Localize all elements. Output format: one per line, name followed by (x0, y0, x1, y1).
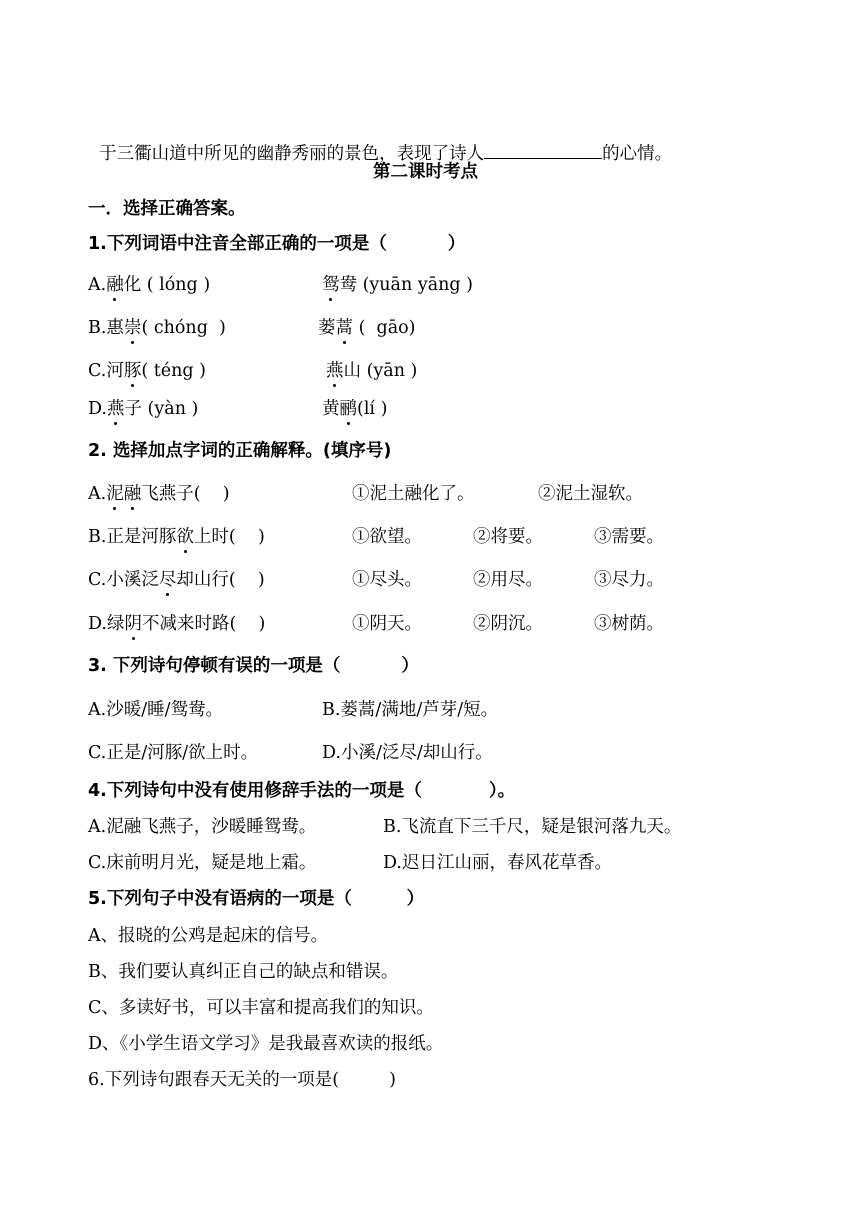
intro-line (88, 120, 672, 165)
q1-option-d-word2: 黄鹂(lí ) (322, 399, 388, 419)
q2-a-choice-1: ①泥土融化了。 (352, 484, 475, 504)
q4-option-c: C.床前明月光，疑是地上霜。 (88, 853, 317, 873)
q1-option-b: B.惠崇( chóng ) (88, 318, 226, 338)
intro-text: 于三衢山道中所见的幽静秀丽的景色，表现了诗人 (99, 144, 485, 164)
q2-a-choice-2: ②泥土湿软。 (538, 484, 643, 504)
q1-option-c-word2: 燕山 (yān ) (326, 361, 418, 381)
q2-c-choice-3: ③尽力。 (594, 570, 664, 590)
q2-item-b: B.正是河豚欲上时( ) (88, 527, 265, 547)
q4-option-a: A.泥融飞燕子，沙暖睡鸳鸯。 (88, 817, 317, 837)
q2-b-choice-2: ②将要。 (473, 527, 543, 547)
q3-option-b: B.蒌蒿/满地/芦芽/短。 (322, 700, 499, 720)
intro-text-end: 的心情。 (602, 144, 673, 164)
part-one-heading: 一．选择正确答案。 (88, 199, 246, 219)
q1-option-b-word2: 蒌蒿 ( gāo) (318, 318, 416, 338)
q5-option-c: C、多读好书，可以丰富和提高我们的知识。 (88, 998, 434, 1018)
q1-option-d: D.燕子 (yàn ) (88, 399, 199, 419)
question-6-stem: 6.下列诗句跟春天无关的一项是( ) (88, 1070, 396, 1090)
q3-option-a: A.沙暖/睡/鸳鸯。 (88, 700, 223, 720)
q3-option-c: C.正是/河豚/欲上时。 (88, 743, 259, 763)
q1-option-a: A.融化 ( lóng ) (88, 275, 211, 295)
q2-item-d: D.绿阴不减来时路( ) (88, 614, 266, 634)
q2-item-c: C.小溪泛尽却山行( ) (88, 570, 265, 590)
question-3-stem: 3. 下列诗句停顿有误的一项是（ ） (88, 656, 419, 676)
q2-b-choice-3: ③需要。 (594, 527, 664, 547)
q2-item-a: A.泥融飞燕子( ) (88, 484, 230, 504)
q2-b-choice-1: ①欲望。 (352, 527, 422, 547)
q2-d-choice-1: ①阴天。 (352, 614, 422, 634)
q2-d-choice-3: ③树荫。 (594, 614, 664, 634)
q2-d-choice-2: ②阴沉。 (473, 614, 543, 634)
question-2-stem: 2. 选择加点字词的正确解释。(填序号) (88, 441, 392, 461)
q2-c-choice-2: ②用尽。 (473, 570, 543, 590)
q1-option-a-word2: 鸳鸯 (yuān yāng ) (322, 275, 473, 295)
q4-option-d: D.迟日江山丽，春风花草香。 (383, 853, 612, 873)
q5-option-d: D、《小学生语文学习》是我最喜欢读的报纸。 (88, 1034, 444, 1054)
q3-option-d: D.小溪/泛尽/却山行。 (322, 743, 493, 763)
question-4-stem: 4.下列诗句中没有使用修辞手法的一项是（ ）。 (88, 781, 516, 801)
q2-c-choice-1: ①尽头。 (352, 570, 422, 590)
q1-option-c: C.河豚( téng ) (88, 361, 206, 381)
answer-blank[interactable] (484, 142, 602, 159)
question-1-stem: 1.下列词语中注音全部正确的一项是（ ） (88, 234, 466, 254)
q4-option-b: B.飞流直下三千尺，疑是银河落九天。 (383, 817, 682, 837)
q5-option-b: B、我们要认真纠正自己的缺点和错误。 (88, 962, 399, 982)
question-5-stem: 5.下列句子中没有语病的一项是（ ） (88, 889, 425, 909)
section-title: 第二课时考点 (373, 162, 478, 182)
q5-option-a: A、报晓的公鸡是起床的信号。 (88, 926, 329, 946)
